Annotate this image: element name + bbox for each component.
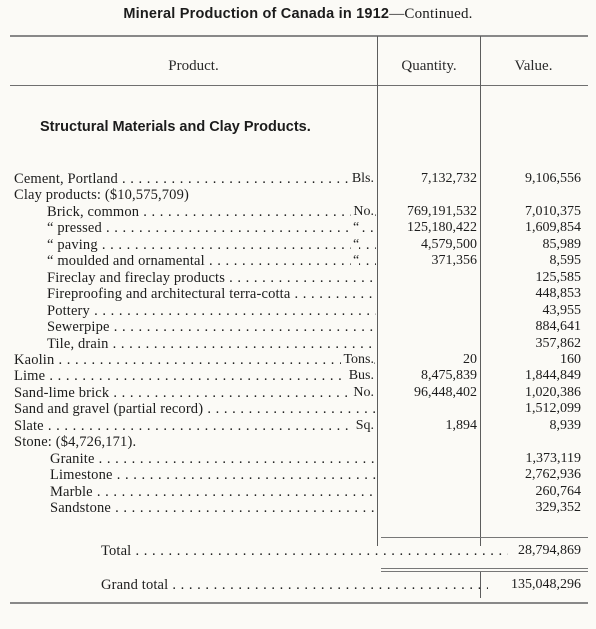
row-value: 448,853: [535, 286, 581, 302]
row-label: Fireproofing and architectural terra-cotta . . .: [47, 286, 376, 302]
row-label: Stone: ($4,726,171).: [14, 434, 137, 451]
row-value: 1,609,854: [525, 220, 581, 236]
table-row: [0, 385, 596, 401]
row-unit: Bls.: [351, 171, 374, 186]
table-row: [0, 319, 596, 335]
table-row: [0, 352, 596, 368]
table-row: [0, 204, 596, 220]
row-label: Brick, common . . .: [47, 204, 376, 220]
row-label: “ paving . . .: [47, 237, 376, 253]
table-row: [0, 237, 596, 253]
row-quantity: 371,356: [431, 253, 477, 269]
table-row: [0, 451, 596, 467]
row-unit: Tons.: [343, 351, 374, 367]
row-value: 9,106,556: [525, 171, 581, 186]
row-label: Sand-lime brick . . .: [14, 385, 376, 401]
row-value: 8,595: [549, 253, 581, 269]
title-continued: —Continued.: [389, 6, 473, 22]
total-label: Total . . .: [101, 543, 508, 559]
row-quantity: 8,475,839: [421, 368, 477, 384]
section-title: Structural Materials and Clay Products.: [40, 119, 311, 135]
table-row: [0, 286, 596, 302]
row-label: Lime . . .: [14, 368, 376, 384]
row-label: Sewerpipe . . .: [47, 319, 376, 335]
row-value: 1,373,119: [525, 450, 581, 466]
table-row: [0, 303, 596, 319]
column-header-quantity: Quantity.: [401, 58, 457, 74]
grand-total-row: [0, 577, 596, 593]
total-rule-upper: [381, 537, 588, 538]
row-unit: Bus.: [348, 368, 374, 384]
row-quantity: 96,448,402: [414, 384, 477, 400]
row-label: Marble . . .: [50, 484, 376, 500]
row-label: “ pressed . . .: [47, 220, 376, 236]
row-value: 160: [560, 351, 581, 367]
row-value: 43,955: [542, 302, 581, 318]
row-unit: No.: [353, 203, 374, 219]
row-value: 1,512,099: [525, 401, 581, 417]
row-quantity: 125,180,422: [407, 220, 477, 236]
table-row: [0, 336, 596, 352]
row-label: Limestone . . .: [50, 467, 376, 483]
row-value: 1,020,386: [525, 384, 581, 400]
total-value: 28,794,869: [518, 543, 581, 558]
row-label: Granite . . .: [50, 451, 376, 467]
row-value: 884,641: [535, 319, 581, 335]
column-header-product: Product.: [168, 58, 219, 74]
row-value: 329,352: [535, 500, 581, 515]
grand-total-value: 135,048,296: [511, 577, 581, 592]
table-row: [0, 467, 596, 483]
row-quantity: 1,894: [445, 417, 477, 433]
row-value: 85,989: [542, 236, 581, 252]
table-row: [0, 368, 596, 384]
row-label: Cement, Portland . . .: [14, 171, 376, 187]
row-label: Clay products: ($10,575,709): [14, 187, 189, 204]
ditto-mark: “: [353, 220, 360, 236]
row-value: 8,939: [549, 417, 581, 433]
bottom-rule: [10, 602, 588, 604]
row-unit: No.: [353, 384, 374, 400]
table-row: [0, 171, 596, 187]
row-label: “ moulded and ornamental . . .: [47, 253, 376, 269]
total-row: [0, 543, 596, 559]
row-value: 125,585: [535, 269, 581, 285]
table-row: [0, 500, 596, 516]
grand-total-label: Grand total . . .: [101, 577, 488, 593]
ditto-mark: “: [353, 253, 360, 269]
row-value: 7,010,375: [525, 203, 581, 219]
total-rule-lower-double: [381, 571, 588, 572]
row-value: 1,844,849: [525, 368, 581, 384]
table-row: [0, 484, 596, 500]
column-header-value: Value.: [514, 58, 553, 74]
row-value: 260,764: [535, 483, 581, 499]
row-quantity: 4,579,500: [421, 236, 477, 252]
row-unit: Sq.: [355, 417, 374, 433]
row-label: Pottery . . .: [47, 303, 376, 319]
ditto-mark: “: [353, 236, 360, 252]
row-value: 2,762,936: [525, 467, 581, 483]
table-row: [0, 220, 596, 236]
row-quantity: 20: [463, 351, 477, 367]
table-row: [0, 270, 596, 286]
table-row: [0, 434, 596, 450]
row-quantity: 7,132,732: [421, 171, 477, 186]
row-label: Sand and gravel (partial record) . . .: [14, 401, 376, 417]
table-row: [0, 187, 596, 203]
row-label: Tile, drain . . .: [47, 336, 376, 352]
row-label: Kaolin . . .: [14, 352, 376, 368]
table-row: [0, 253, 596, 269]
row-label: Sandstone . . .: [50, 500, 376, 516]
row-quantity: 769,191,532: [407, 203, 477, 219]
table-row: [0, 401, 596, 417]
title-text: Mineral Production of Canada in 1912: [123, 6, 390, 22]
row-label: Fireclay and fireclay products . . .: [47, 270, 376, 286]
total-rule-lower: [381, 568, 588, 569]
row-label: Slate . . .: [14, 418, 376, 434]
row-value: 357,862: [535, 335, 581, 351]
table-row: [0, 418, 596, 434]
